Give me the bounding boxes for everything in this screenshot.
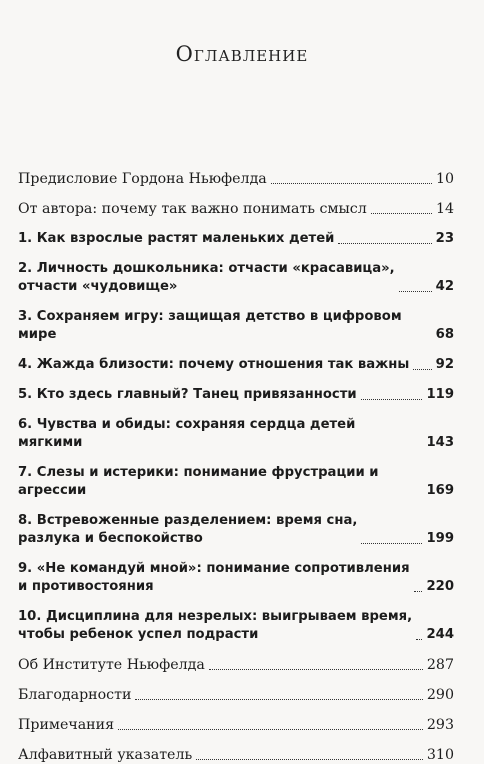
toc-entry bbox=[18, 200, 454, 218]
dot-leader bbox=[271, 183, 432, 184]
toc-entry bbox=[18, 416, 454, 452]
toc-entry-title: Предисловие Гордона Ньюфелда bbox=[18, 171, 267, 187]
toc-entry-page: 199 bbox=[426, 531, 454, 546]
toc-entry bbox=[18, 308, 454, 344]
toc-entry-title: Алфавитный указатель bbox=[18, 747, 193, 763]
toc-entry-page: 169 bbox=[426, 483, 454, 498]
toc-entry bbox=[18, 716, 454, 734]
toc-entry-page: 220 bbox=[426, 579, 454, 594]
dot-leader bbox=[196, 759, 423, 760]
dot-leader bbox=[118, 729, 423, 730]
toc-entry-page: 14 bbox=[435, 201, 454, 217]
toc-entry-page: 92 bbox=[435, 357, 454, 372]
toc-entry bbox=[18, 746, 454, 764]
toc-entry-title: Примечания bbox=[18, 717, 115, 733]
dot-leader bbox=[361, 543, 422, 544]
toc-entry-page: 10 bbox=[435, 171, 454, 187]
dot-leader bbox=[414, 591, 423, 592]
toc-entry-title: 8. Встревоженные разделением: время сна, разлука и беспокойство bbox=[18, 513, 358, 546]
dot-leader bbox=[209, 669, 423, 670]
toc-entry-page: 68 bbox=[435, 327, 454, 342]
dot-leader bbox=[135, 699, 423, 700]
toc-entry-title: 2. Личность дошкольника: отчасти «красавица», отчасти «чудовище» bbox=[18, 261, 395, 294]
toc-entry bbox=[18, 170, 454, 188]
toc-entry bbox=[18, 260, 454, 296]
toc-entry-title: 5. Кто здесь главный? Танец привязанности bbox=[18, 387, 357, 402]
dot-leader bbox=[338, 243, 431, 244]
toc-entry bbox=[18, 230, 454, 248]
toc-entry bbox=[18, 464, 454, 500]
toc-entry-page: 42 bbox=[435, 279, 454, 294]
toc-entry-page: 287 bbox=[426, 657, 454, 673]
toc-entry-title: От автора: почему так важно понимать смысл bbox=[18, 201, 367, 217]
dot-leader bbox=[413, 369, 431, 370]
dot-leader bbox=[371, 213, 432, 214]
toc-entry-page: 23 bbox=[435, 231, 454, 246]
dot-leader bbox=[416, 639, 422, 640]
toc-entry bbox=[18, 512, 454, 548]
toc-entry-page: 290 bbox=[426, 687, 454, 703]
page-title: Оглавление bbox=[175, 42, 309, 66]
toc-entry bbox=[18, 686, 454, 704]
toc-entry bbox=[18, 656, 454, 674]
toc-entry-title: 7. Слезы и истерики: понимание фрустрации и агрессии bbox=[18, 465, 379, 498]
toc-entry bbox=[18, 608, 454, 644]
toc-entry-title: Благодарности bbox=[18, 687, 132, 703]
toc-entry-title: 9. «Не командуй мной»: понимание сопротивления и противостояния bbox=[18, 561, 410, 594]
toc-entry-page: 244 bbox=[426, 627, 454, 642]
toc-entry bbox=[18, 560, 454, 596]
dot-leader bbox=[361, 399, 423, 400]
toc-entry-title: 6. Чувства и обиды: сохраняя сердца детей мягкими bbox=[18, 417, 356, 450]
toc-entry bbox=[18, 386, 454, 404]
toc-entry-page: 293 bbox=[426, 717, 454, 733]
toc-entry-page: 119 bbox=[426, 387, 454, 402]
toc-entry-title: 1. Как взрослые растят маленьких детей bbox=[18, 231, 335, 246]
toc-entry-title: 4. Жажда близости: почему отношения так важны bbox=[18, 357, 410, 372]
toc-entry bbox=[18, 356, 454, 374]
toc-entry-title: 3. Сохраняем игру: защищая детство в цифровом мире bbox=[18, 309, 402, 342]
toc-entry-page: 143 bbox=[426, 435, 454, 450]
toc-entry-title: 10. Дисциплина для незрелых: выигрываем время, чтобы ребенок успел подрасти bbox=[18, 609, 413, 642]
toc-entry-page: 310 bbox=[426, 747, 454, 763]
toc-entry-title: Об Институте Ньюфелда bbox=[18, 657, 205, 673]
dot-leader bbox=[399, 291, 432, 292]
table-of-contents bbox=[18, 170, 454, 764]
